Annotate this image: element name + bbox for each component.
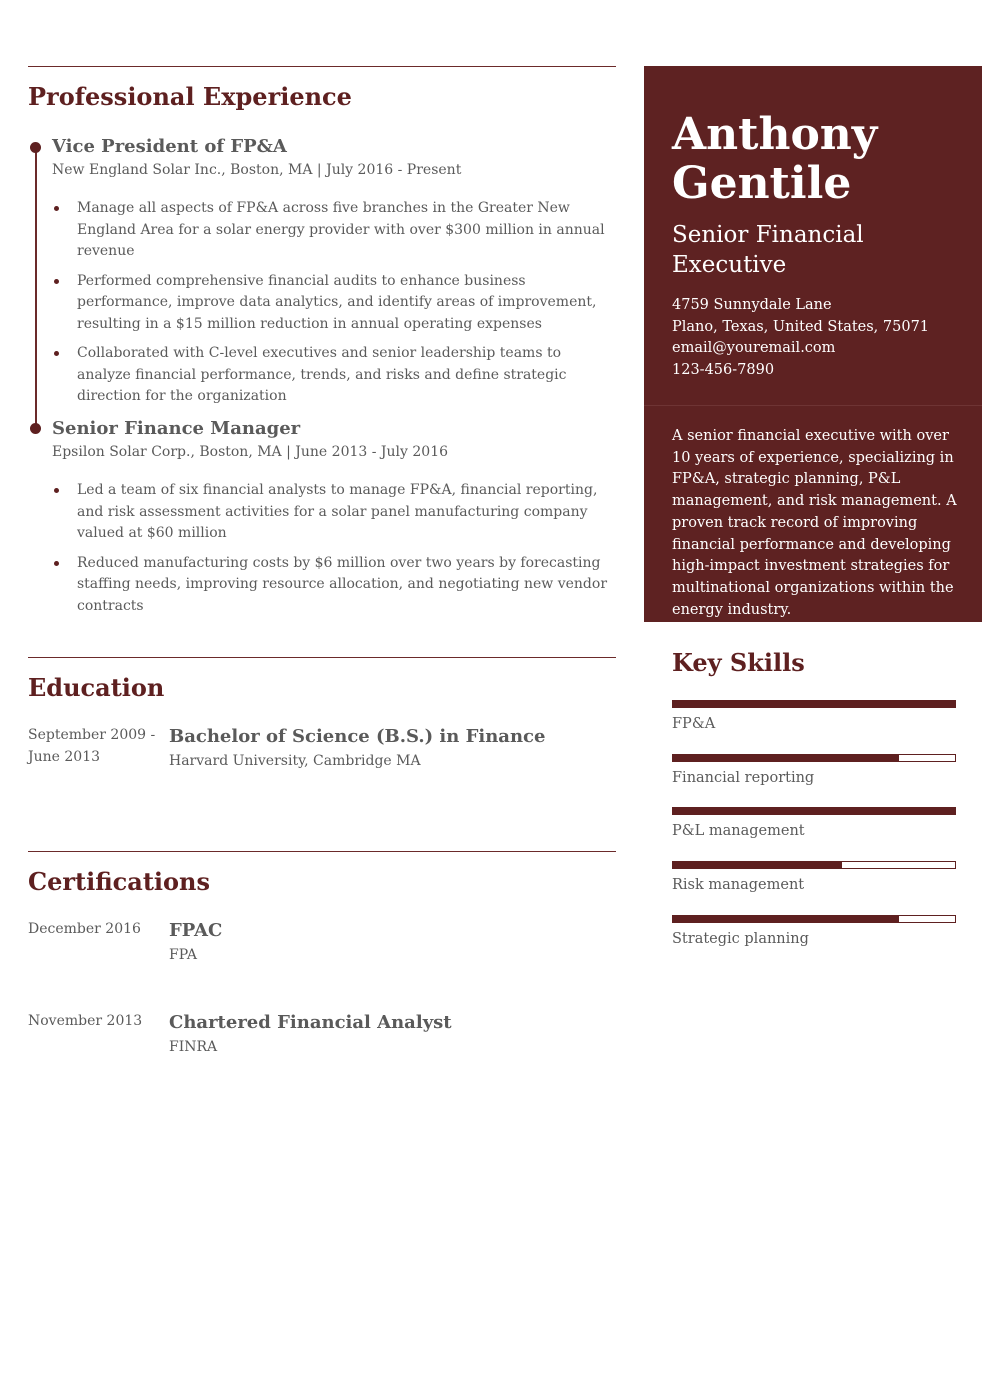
certification-name: Chartered Financial Analyst xyxy=(169,1012,452,1033)
timeline-dot xyxy=(30,423,41,434)
experience-section xyxy=(28,66,616,627)
certification-date: November 2013 xyxy=(28,1013,143,1029)
profile-summary: A senior financial executive with over 10 years of experience, specializing in FP&A, strategic planning, P&L management, and risk management. A proven track record of improving financial performance and developing high-impact investment strategies for multinational organizations within the energy industry. xyxy=(672,428,957,618)
skill-bar xyxy=(672,915,956,923)
certifications-section xyxy=(28,851,616,1092)
skill-bar xyxy=(672,807,956,815)
city: Plano, Texas, United States, 75071 xyxy=(672,318,930,335)
bullet-item xyxy=(52,343,612,408)
bullet-dot xyxy=(54,488,59,493)
bullet-text: Led a team of six financial analysts to manage FP&A, financial reporting, and risk assessment activities for a solar panel manufacturing company valued at $60 million xyxy=(77,482,598,541)
timeline-dot xyxy=(30,142,41,153)
education-section xyxy=(28,657,616,808)
school-name: Harvard University, Cambridge MA xyxy=(169,753,421,769)
education-heading: Education xyxy=(28,673,165,702)
panel-divider xyxy=(644,405,982,406)
phone[interactable]: 123-456-7890 xyxy=(672,361,775,378)
first-name: Anthony xyxy=(672,109,878,160)
job-title: Vice President of FP&A xyxy=(52,136,287,157)
education-dates: September 2009 - June 2013 xyxy=(28,727,156,765)
job-company-dates: New England Solar Inc., Boston, MA | July 2016 - Present xyxy=(52,162,462,178)
skill-label: P&L management xyxy=(672,823,805,840)
timeline-line xyxy=(35,147,37,429)
skill-item xyxy=(672,915,954,969)
left-column xyxy=(28,66,616,627)
certification-issuer: FINRA xyxy=(169,1039,218,1055)
skill-bar-fill xyxy=(673,808,955,814)
skill-bar-fill xyxy=(673,916,899,922)
skill-bar xyxy=(672,754,956,762)
bullet-item xyxy=(52,553,612,618)
skill-item xyxy=(672,754,954,808)
skill-bar xyxy=(672,861,956,869)
address: 4759 Sunnydale Lane xyxy=(672,297,832,313)
bullet-dot xyxy=(54,206,59,211)
skill-item xyxy=(672,861,954,915)
experience-heading: Professional Experience xyxy=(28,82,352,111)
role-line: Senior Financial xyxy=(672,222,864,248)
bullet-dot xyxy=(54,279,59,284)
certifications-heading: Certifications xyxy=(28,867,211,896)
degree-title: Bachelor of Science (B.S.) in Finance xyxy=(169,726,546,747)
job-bullets xyxy=(52,198,612,408)
profile-name xyxy=(672,110,877,208)
contact-info xyxy=(672,295,929,381)
job-bullets xyxy=(52,480,612,617)
skills-list xyxy=(672,700,954,968)
skill-item xyxy=(672,807,954,861)
bullet-text: Collaborated with C-level executives and senior leadership teams to analyze financial performance, trends, and risks and define strategic direction for the organization xyxy=(77,345,567,404)
skill-bar-fill xyxy=(673,862,842,868)
profile-role xyxy=(672,220,932,280)
bullet-dot xyxy=(54,351,59,356)
role-line: Executive xyxy=(672,252,787,278)
skill-label: Risk management xyxy=(672,877,805,894)
bullet-item xyxy=(52,480,612,545)
profile-panel xyxy=(644,66,982,622)
certification-issuer: FPA xyxy=(169,947,197,963)
job-entry xyxy=(52,136,612,416)
bullet-text: Reduced manufacturing costs by $6 million over two years by forecasting staffing needs, improving resource allocation, and negotiating new vendor contracts xyxy=(77,554,608,614)
email[interactable]: email@youremail.com xyxy=(672,340,836,356)
bullet-dot xyxy=(54,561,59,566)
bullet-item xyxy=(52,198,612,263)
bullet-text: Performed comprehensive financial audits to enhance business performance, improve data analytics, and identify areas of improvement, resulting in a $15 million reduction in annual operating expenses xyxy=(77,272,597,332)
skill-label: FP&A xyxy=(672,716,716,732)
bullet-text: Manage all aspects of FP&A across five branches in the Greater New England Area for a solar energy provider with over $300 million in annual revenue xyxy=(77,200,605,259)
job-company-dates: Epsilon Solar Corp., Boston, MA | June 2013 - July 2016 xyxy=(52,444,449,460)
skill-label: Strategic planning xyxy=(672,930,809,947)
job-title: Senior Finance Manager xyxy=(52,418,301,439)
skill-bar-fill xyxy=(673,701,955,707)
skill-bar xyxy=(672,700,956,708)
skills-heading: Key Skills xyxy=(672,648,805,677)
certification-date: December 2016 xyxy=(28,921,141,937)
bullet-item xyxy=(52,271,612,336)
skill-bar-fill xyxy=(673,755,899,761)
last-name: Gentile xyxy=(672,158,852,209)
job-entry xyxy=(52,418,612,625)
skill-item xyxy=(672,700,954,754)
skills-section xyxy=(672,648,954,968)
skill-label: Financial reporting xyxy=(672,769,815,786)
certification-name: FPAC xyxy=(169,920,223,941)
